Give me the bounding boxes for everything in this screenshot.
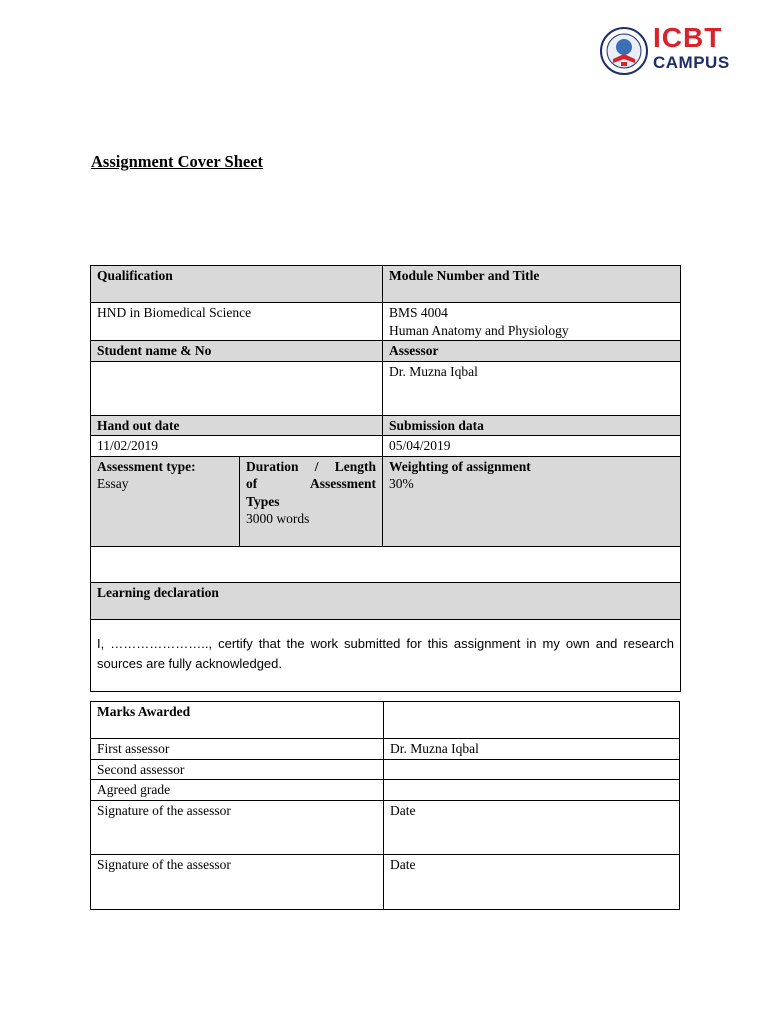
- table-row: [91, 739, 680, 760]
- marks-row-value: [384, 780, 680, 801]
- campus-seal-icon: [599, 26, 649, 76]
- marks-row-label: Agreed grade: [91, 780, 384, 801]
- table-row: [91, 854, 680, 909]
- marks-header: Marks Awarded: [91, 702, 384, 739]
- student-label: Student name & No: [91, 341, 383, 362]
- weighting-label: Weighting of assignment: [389, 458, 531, 474]
- assignment-info-table: [90, 265, 681, 692]
- assessment-type-cell: [91, 456, 240, 546]
- icbt-campus-logo: [599, 22, 730, 86]
- table-row: [91, 759, 680, 780]
- assessment-type-label: Assessment type:: [97, 458, 196, 474]
- marks-row-label: Second assessor: [91, 759, 384, 780]
- declaration-text: I, ………………….., certify that the work submitted for this assignment in my own and research sources are fully acknowledged.: [91, 619, 681, 691]
- assessor-label: Assessor: [383, 341, 681, 362]
- weighting-cell: [383, 456, 681, 546]
- table-row: [91, 800, 680, 854]
- module-code: BMS 4004: [389, 305, 448, 320]
- duration-value: 3000 words: [246, 511, 310, 526]
- module-label: Module Number and Title: [383, 266, 681, 303]
- marks-row-value: Date: [384, 854, 680, 909]
- module-title: Human Anatomy and Physiology: [389, 322, 569, 338]
- qualification-value: HND in Biomedical Science: [91, 303, 383, 341]
- marks-header-blank: [384, 702, 680, 739]
- assessment-type-value: Essay: [97, 476, 129, 491]
- marks-row-label: Signature of the assessor: [91, 800, 384, 854]
- assessor-value: Dr. Muzna Iqbal: [383, 361, 681, 415]
- logo-text-campus: CAMPUS: [653, 53, 730, 72]
- page-title: Assignment Cover Sheet: [91, 152, 264, 171]
- marks-row-label: Signature of the assessor: [91, 854, 384, 909]
- module-value-cell: [383, 303, 681, 341]
- student-value: [91, 361, 383, 415]
- handout-value: 11/02/2019: [91, 436, 383, 457]
- marks-awarded-table: [90, 701, 680, 910]
- marks-row-value: Dr. Muzna Iqbal: [384, 739, 680, 760]
- marks-row-value: Date: [384, 800, 680, 854]
- table-row: [91, 780, 680, 801]
- duration-label-line3: Types: [246, 493, 280, 509]
- duration-cell: [240, 456, 383, 546]
- submission-label: Submission data: [383, 415, 681, 436]
- duration-label-line2: of Assessment: [246, 476, 377, 491]
- declaration-label: Learning declaration: [91, 582, 681, 619]
- weighting-value: 30%: [389, 476, 414, 491]
- marks-row-value: [384, 759, 680, 780]
- handout-label: Hand out date: [91, 415, 383, 436]
- marks-row-label: First assessor: [91, 739, 384, 760]
- duration-label-line1: Duration / Length: [246, 458, 377, 474]
- blank-row: [91, 546, 681, 582]
- logo-text-icbt: ICBT: [653, 22, 723, 53]
- submission-value: 05/04/2019: [383, 436, 681, 457]
- qualification-label: Qualification: [91, 266, 383, 303]
